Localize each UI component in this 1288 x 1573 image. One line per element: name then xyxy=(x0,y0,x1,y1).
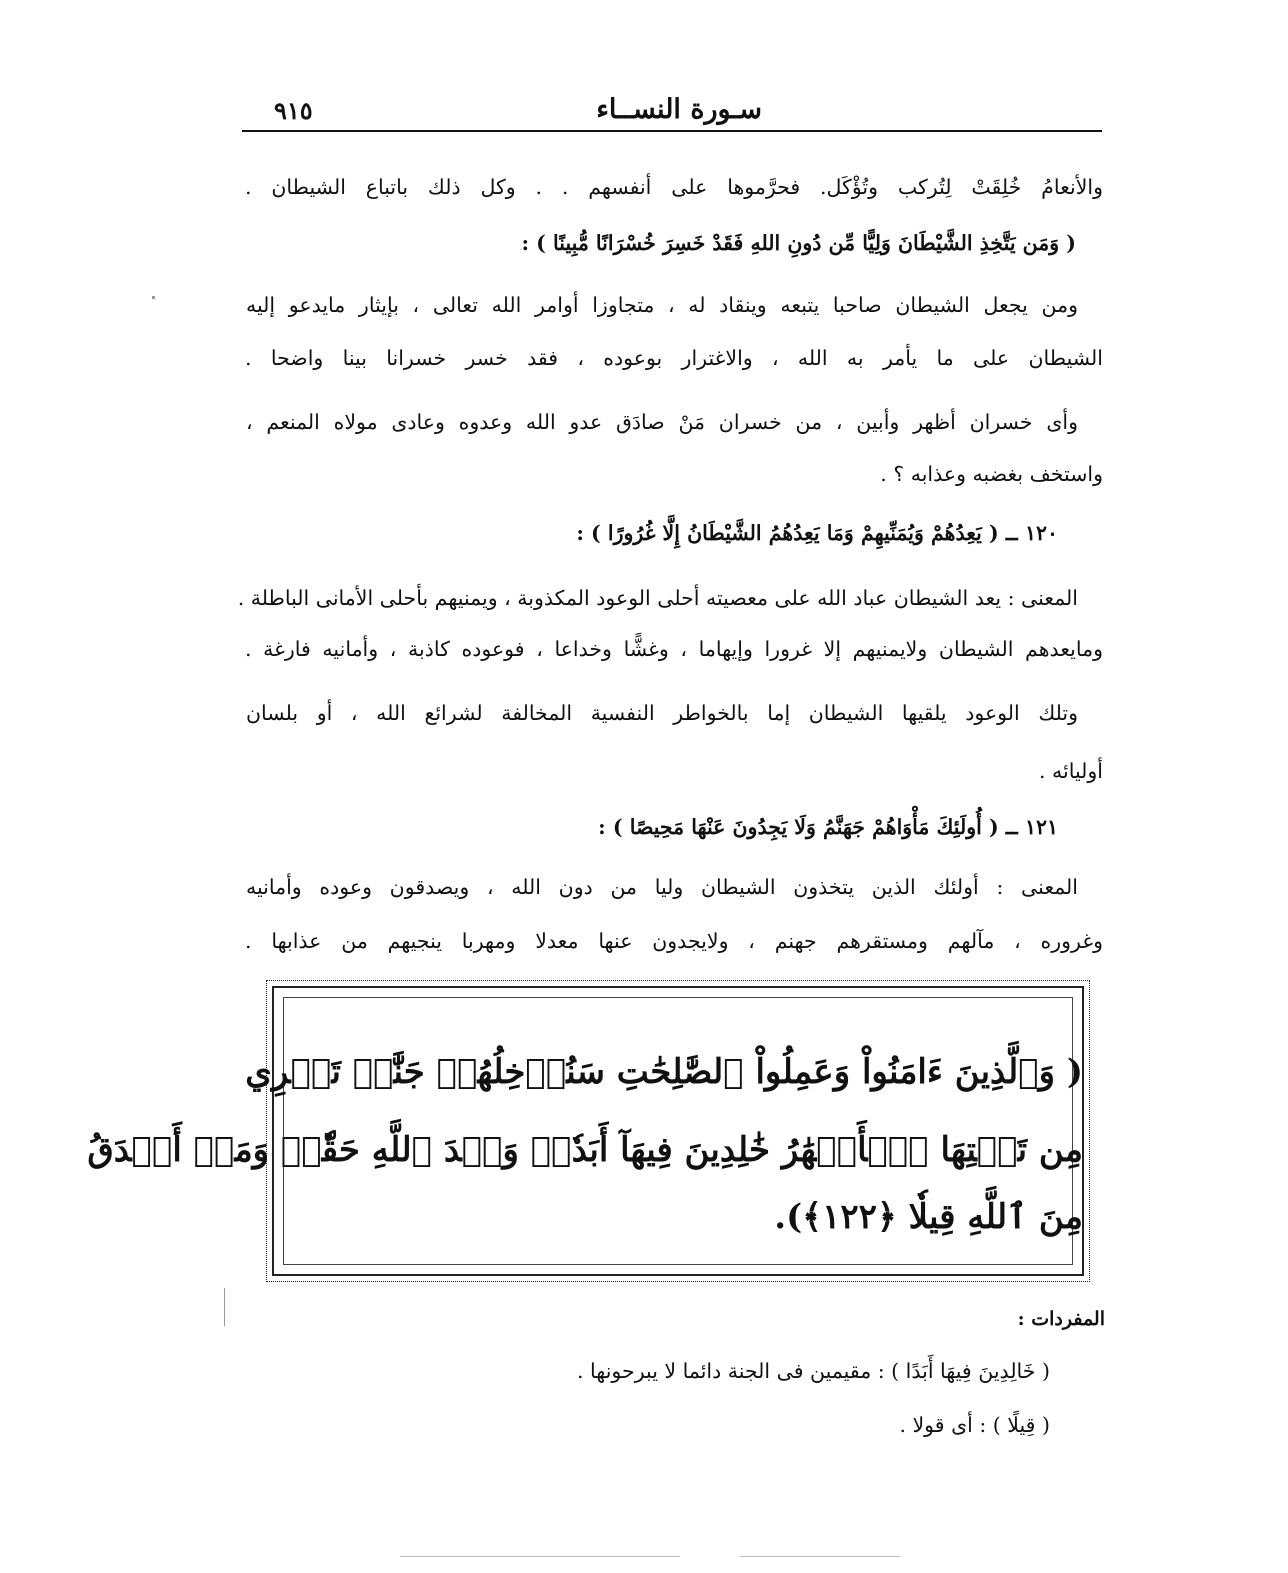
scan-speck xyxy=(224,1288,225,1326)
vocabulary-item: ( خَالِدِينَ فِيهَا أَبَدًا ) : مقيمين فى الجنة دائما لا يبرحونها . xyxy=(577,1359,1050,1383)
page-number: ٩١٥ xyxy=(274,96,313,125)
text-line: وأى خسران أظهر وأبين ، من خسران مَنْ صادَق عدو الله وعدوه وعادى مولاه المنعم ، xyxy=(246,410,1078,434)
meaning-line: المعنى : أولئك الذين يتخذون الشيطان وليا من دون الله ، ويصدقون وعوده وأمانيه xyxy=(246,875,1078,899)
text-line: وتلك الوعود يلقيها الشيطان إما بالخواطر النفسية المخالفة لشرائع الله ، أو بلسان xyxy=(246,701,1078,725)
text-line: والأنعامُ خُلِقَتْ لِتُركب وتُؤْكَل. فحرَّموها على أنفسهم . . وكل ذلك باتباع الشيطان . xyxy=(245,175,1103,199)
page-header xyxy=(242,92,1102,132)
vocabulary-heading: المفردات : xyxy=(1017,1308,1105,1330)
text-line: ومن يجعل الشيطان صاحبا يتبعه وينقاد له ، متجاوزا أوامر الله تعالى ، بإيثار مايدعو إليه xyxy=(246,293,1078,317)
scan-speck xyxy=(152,296,155,299)
text-line: الشيطان على ما يأمر به الله ، والاغترار بوعوده ، فقد خسر خسرانا بينا واضحا . xyxy=(245,346,1103,370)
meaning-line: المعنى : يعد الشيطان عباد الله على معصيته أحلى الوعود المكذوبة ، ويمنيهم بأحلى الأمانى الباطلة . xyxy=(237,586,1078,610)
text-line: ومايعدهم الشيطان ولايمنيهم إلا غرورا وإيهاما ، وغشًّا وخداعا ، فوعوده كاذبة ، وأمانيه فارغة . xyxy=(245,637,1103,661)
verse-quote: ( وَمَن يَتَّخِذِ الشَّيْطَانَ وَلِيًّا مِّن دُونِ اللهِ فَقَدْ خَسِرَ خُسْرَانًا مُّبِينًا ) : xyxy=(521,231,1076,255)
text-line: واستخف بغضبه وعذابه ؟ . xyxy=(880,462,1103,486)
vocabulary-item: ( قِيلًا ) : أى قولا . xyxy=(899,1413,1050,1437)
scan-speck xyxy=(400,1556,680,1557)
text-line: وغروره ، مآلهم ومستقرهم جهنم ، ولايجدون عنها معدلا ومهربا ينجيهم من عذابها . xyxy=(245,929,1103,953)
surah-title: سـورة النســاء xyxy=(596,94,762,125)
scan-speck xyxy=(740,1556,900,1557)
text-line: أوليائه . xyxy=(1038,759,1103,783)
verse-122-line: ( وَٱلَّذِينَ ءَامَنُواْ وَعَمِلُواْ ٱلصَّٰلِحَٰتِ سَنُدۡخِلُهُمۡ جَنَّٰتٖ تَجۡرِي xyxy=(245,1052,1083,1092)
verse-heading-120: ١٢٠ ــ ( يَعِدُهُمْ وَيُمَنِّيهِمْ وَمَا يَعِدُهُمُ الشَّيْطَانُ إِلَّا غُرُورًا ) : xyxy=(576,521,1058,545)
verse-heading-121: ١٢١ ــ ( أُولَئِكَ مَأْوَاهُمْ جَهَنَّمُ وَلَا يَجِدُونَ عَنْهَا مَحِيصًا ) : xyxy=(598,815,1058,839)
verse-122-line: مِنَ ٱللَّهِ قِيلٗا ﴿١٢٢﴾). xyxy=(774,1197,1083,1237)
verse-122-line: مِن تَحۡتِهَا ٱلۡأَنۡهَٰرُ خَٰلِدِينَ فِيهَآ أَبَدٗاۖ وَعۡدَ ٱللَّهِ حَقّٗاۚ وَمَنۡ أَصۡدَقُ xyxy=(87,1130,1083,1170)
